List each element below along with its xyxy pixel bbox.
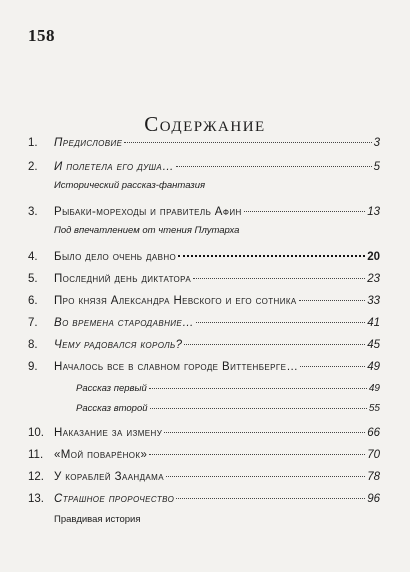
entry-title: Наказание за измену bbox=[54, 427, 163, 439]
entry-number: 9. bbox=[28, 361, 38, 373]
toc-entry-11[interactable] bbox=[28, 449, 380, 465]
subtitle-text: Под впечатлением от чтения Плутарха bbox=[54, 225, 240, 236]
toc-entry-1[interactable] bbox=[28, 137, 380, 153]
entry-title: Чему радовался король? bbox=[54, 339, 183, 351]
entry-number: 13. bbox=[28, 493, 44, 505]
entry-number: 3. bbox=[28, 206, 38, 218]
entry-number: 6. bbox=[28, 295, 38, 307]
entry-page: 70 bbox=[367, 449, 380, 461]
toc-subtitle bbox=[28, 180, 380, 194]
entry-title: Рыбаки-мореходы и правитель Афин bbox=[54, 206, 242, 218]
dot-leader bbox=[176, 166, 372, 167]
dot-leader bbox=[300, 366, 365, 367]
toc-subtitle bbox=[28, 225, 380, 239]
entry-title: И полетела его душа… bbox=[54, 161, 175, 173]
toc-subtitle bbox=[28, 514, 380, 528]
entry-number: 5. bbox=[28, 273, 38, 285]
toc-entry-2[interactable] bbox=[28, 161, 380, 177]
dot-leader bbox=[244, 211, 366, 212]
entry-page: 55 bbox=[368, 403, 380, 414]
entry-title: Во времена стародавние… bbox=[54, 317, 194, 329]
entry-title: Последний день диктатора bbox=[54, 273, 192, 285]
dot-leader bbox=[166, 476, 365, 477]
entry-page: 23 bbox=[367, 273, 380, 285]
toc-entry-12[interactable] bbox=[28, 471, 380, 487]
subentry-title: Рассказ второй bbox=[76, 403, 148, 414]
entry-page: 20 bbox=[367, 251, 380, 263]
entry-page: 3 bbox=[373, 137, 380, 149]
entry-title: Было дело очень давно bbox=[54, 251, 177, 263]
entry-title: Предисловие bbox=[54, 137, 123, 149]
dot-leader bbox=[193, 278, 365, 279]
entry-title: Началось все в славном городе Виттенберге… bbox=[54, 361, 299, 373]
dot-leader bbox=[149, 454, 365, 455]
entry-number: 2. bbox=[28, 161, 38, 173]
entry-number: 7. bbox=[28, 317, 38, 329]
entry-title: Про князя Александра Невского и его сотника bbox=[54, 295, 297, 307]
entry-number: 4. bbox=[28, 251, 38, 263]
entry-page: 13 bbox=[367, 206, 380, 218]
toc-entry-8[interactable] bbox=[28, 339, 380, 355]
entry-title: «Мой поварёнок» bbox=[54, 449, 148, 461]
subtitle-text: Правдивая история bbox=[54, 514, 141, 525]
page-title: Содержание bbox=[144, 112, 266, 136]
toc-entry-9[interactable] bbox=[28, 361, 380, 377]
entry-page: 5 bbox=[373, 161, 380, 173]
dot-leader bbox=[184, 344, 365, 345]
entry-number: 11. bbox=[28, 449, 44, 461]
entry-page: 78 bbox=[367, 471, 380, 483]
entry-page: 41 bbox=[367, 317, 380, 329]
subtitle-text: Исторический рассказ-фантазия bbox=[54, 180, 206, 191]
entry-number: 10. bbox=[28, 427, 44, 439]
entry-page: 66 bbox=[367, 427, 380, 439]
toc-subentry-2[interactable] bbox=[28, 403, 380, 417]
toc-entry-4[interactable] bbox=[28, 251, 380, 267]
dot-leader bbox=[299, 300, 366, 301]
toc-entry-13[interactable] bbox=[28, 493, 380, 509]
entry-number: 12. bbox=[28, 471, 44, 483]
toc-entry-7[interactable] bbox=[28, 317, 380, 333]
toc-entry-6[interactable] bbox=[28, 295, 380, 311]
dot-leader bbox=[196, 322, 365, 323]
entry-page: 49 bbox=[367, 361, 380, 373]
entry-title: У кораблей Заандама bbox=[54, 471, 164, 483]
entry-number: 1. bbox=[28, 137, 38, 149]
entry-page: 96 bbox=[367, 493, 380, 505]
toc-entry-10[interactable] bbox=[28, 427, 380, 443]
toc-entry-5[interactable] bbox=[28, 273, 380, 289]
toc-subentry-1[interactable] bbox=[28, 383, 380, 397]
toc-entry-3[interactable] bbox=[28, 206, 380, 222]
dot-leader bbox=[178, 255, 365, 257]
dot-leader bbox=[149, 388, 367, 389]
subentry-title: Рассказ первый bbox=[76, 383, 147, 394]
entry-number: 8. bbox=[28, 339, 38, 351]
entry-page: 49 bbox=[368, 383, 380, 394]
dot-leader bbox=[176, 498, 365, 499]
page-number: 158 bbox=[28, 26, 55, 45]
entry-page: 33 bbox=[367, 295, 380, 307]
dot-leader bbox=[150, 408, 367, 409]
entry-title: Страшное пророчество bbox=[54, 493, 175, 505]
entry-page: 45 bbox=[367, 339, 380, 351]
dot-leader bbox=[164, 432, 365, 433]
dot-leader bbox=[124, 142, 371, 143]
